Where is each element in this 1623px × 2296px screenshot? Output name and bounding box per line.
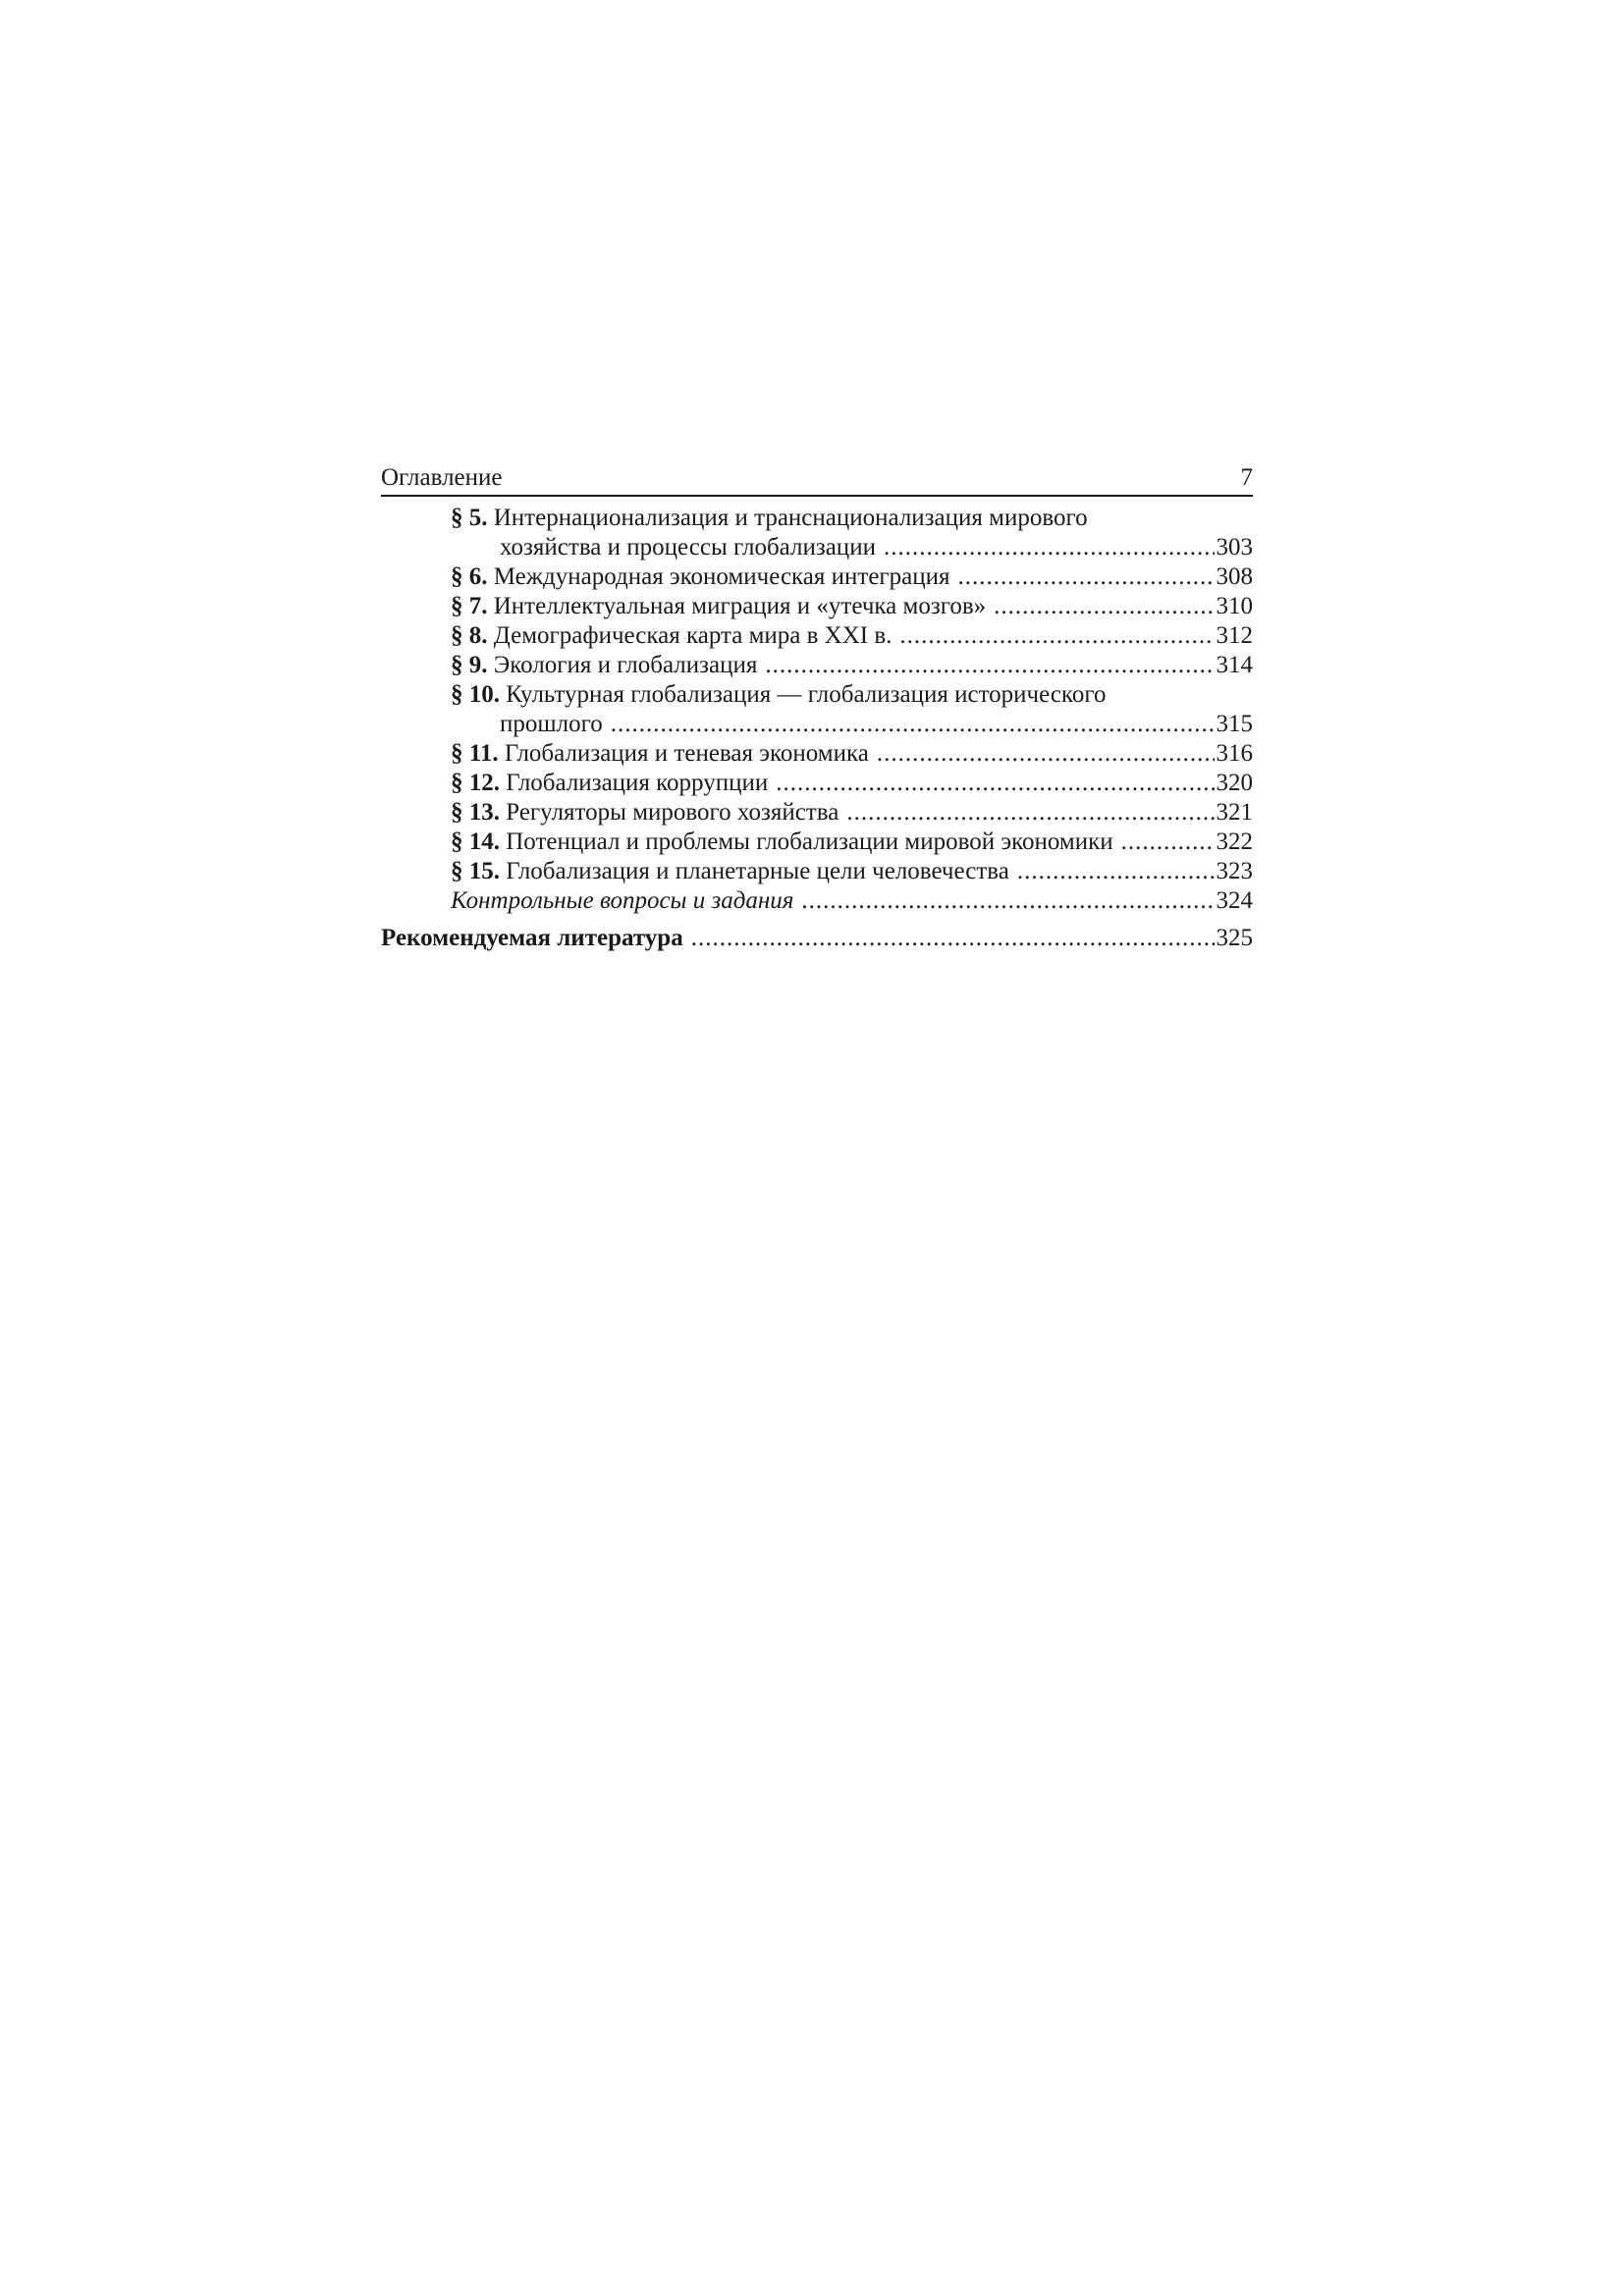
toc-entry-section-7[interactable] [381, 592, 1253, 621]
toc-entry-control-questions[interactable] [381, 886, 1253, 916]
toc-entry-section-15[interactable] [381, 857, 1253, 886]
entry-title: Демографическая карта мира в XXI в. [493, 622, 893, 649]
section-number: § 9. [451, 652, 488, 678]
entry-title: Контрольные вопросы и задания [451, 887, 794, 914]
entry-page-number: 320 [1216, 770, 1253, 796]
entry-page-number: 310 [1216, 593, 1253, 619]
entry-title-first-line: Культурная глобализация — глобализация исторического [506, 681, 1107, 708]
entry-title-last-line: хозяйства и процессы глобализации [500, 534, 876, 561]
dot-leader [877, 739, 1215, 769]
entry-page-number: 314 [1216, 652, 1253, 678]
toc-entry-section-10[interactable] [381, 680, 1253, 739]
toc-entry-section-14[interactable] [381, 828, 1253, 857]
dot-leader [899, 621, 1214, 651]
table-of-contents [381, 504, 1253, 953]
dot-leader [884, 533, 1215, 562]
entry-title: Глобализация и теневая экономика [504, 740, 869, 767]
dot-leader [994, 592, 1214, 621]
entry-page-number: 322 [1216, 828, 1253, 855]
dot-leader [611, 710, 1215, 739]
dot-leader [846, 798, 1214, 828]
entry-page-number: 316 [1216, 740, 1253, 767]
running-header [381, 463, 1253, 497]
toc-page [381, 463, 1253, 953]
entry-title: Регуляторы мирового хозяйства [506, 799, 839, 826]
entry-title: Рекомендуемая литература [381, 925, 683, 951]
entry-title-first-line: Интернационализация и транснационализация мирового [493, 505, 1088, 531]
entry-page-number: 321 [1216, 799, 1253, 826]
running-header-title: Оглавление [381, 464, 503, 491]
section-number: § 7. [451, 593, 488, 619]
entry-page-number: 308 [1216, 563, 1253, 590]
entry-page-number: 324 [1216, 887, 1253, 914]
entry-title: Международная экономическая интеграция [493, 563, 950, 590]
toc-entry-section-8[interactable] [381, 621, 1253, 651]
entry-page-number: 325 [1216, 925, 1253, 951]
entry-page-number: 312 [1216, 622, 1253, 649]
section-number: § 11. [451, 740, 499, 767]
entry-title: Глобализация коррупции [506, 770, 769, 796]
toc-entry-recommended-literature[interactable] [381, 924, 1253, 953]
dot-leader [1121, 828, 1215, 857]
toc-entry-section-11[interactable] [381, 739, 1253, 769]
section-number: § 14. [451, 828, 500, 855]
section-number: § 5. [451, 505, 488, 531]
dot-leader [776, 769, 1214, 798]
entry-title: Интеллектуальная миграция и «утечка мозгов» [493, 593, 987, 619]
dot-leader [691, 924, 1215, 953]
entry-title: Экология и глобализация [493, 652, 758, 678]
section-number: § 8. [451, 622, 488, 649]
section-number: § 13. [451, 799, 500, 826]
entry-title: Глобализация и планетарные цели человечества [506, 858, 1009, 884]
dot-leader [958, 562, 1215, 592]
entry-title: Потенциал и проблемы глобализации мировой экономики [506, 828, 1113, 855]
section-number: § 15. [451, 858, 500, 884]
dot-leader [765, 651, 1214, 680]
entry-title-last-line: прошлого [500, 711, 603, 737]
toc-entry-section-12[interactable] [381, 769, 1253, 798]
section-number: § 6. [451, 563, 488, 590]
toc-entry-section-6[interactable] [381, 562, 1253, 592]
page-number: 7 [1240, 464, 1253, 491]
entry-page-number: 315 [1216, 711, 1253, 737]
dot-leader [1017, 857, 1215, 886]
section-number: § 12. [451, 770, 500, 796]
entry-page-number: 323 [1216, 858, 1253, 884]
dot-leader [801, 886, 1214, 916]
section-number: § 10. [451, 681, 500, 708]
toc-entry-section-9[interactable] [381, 651, 1253, 680]
toc-entry-section-5[interactable] [381, 504, 1253, 562]
toc-entry-section-13[interactable] [381, 798, 1253, 828]
entry-page-number: 303 [1216, 534, 1253, 561]
